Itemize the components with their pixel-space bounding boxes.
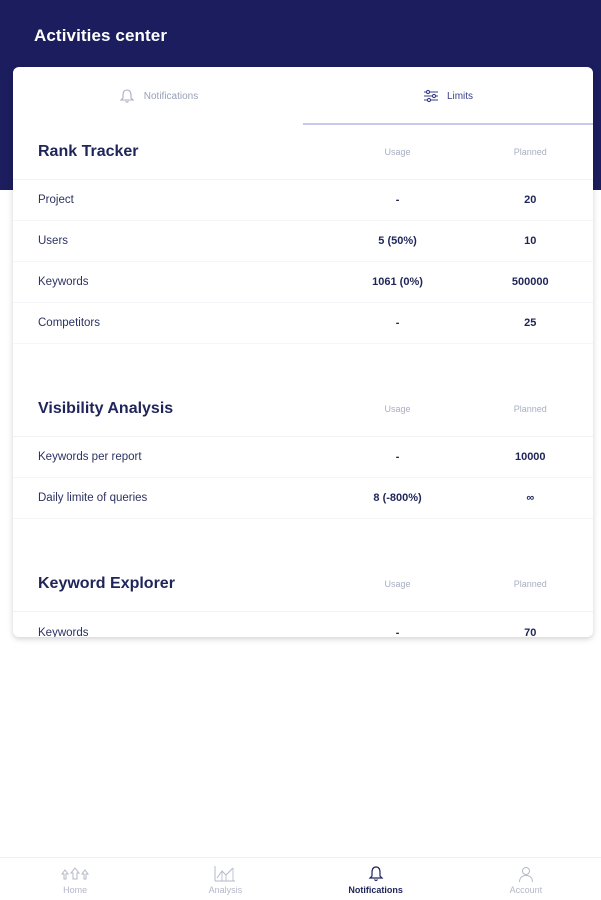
row-planned: 70 [524,626,537,637]
row-label: Project [38,194,74,206]
sliders-icon [423,89,439,103]
page-title: Activities center [34,26,168,45]
table-row [13,303,593,344]
row-usage: 1061 (0%) [372,276,423,288]
tab-notifications[interactable] [13,67,303,125]
row-label: Competitors [38,317,100,329]
user-icon [517,863,535,883]
table-row [13,478,593,519]
planned-column-header: Planned [513,147,547,157]
row-planned: 10 [524,235,537,247]
row-usage: - [395,626,400,637]
nav-item-analysis[interactable] [150,858,300,900]
nav-item-home[interactable] [0,858,150,900]
section-keyword-explorer [13,557,593,637]
section-spacer [13,344,593,382]
nav-item-notifications[interactable] [301,858,451,900]
section-title: Keyword Explorer [38,575,175,592]
row-usage: - [395,451,400,463]
section-header [13,125,593,180]
bottom-nav [0,857,601,900]
section-header [13,557,593,612]
analysis-icon [213,863,237,883]
home-icon [60,863,90,883]
row-label: Users [38,235,69,247]
table-row [13,262,593,303]
nav-notifications-label: Notifications [348,885,403,895]
tab-limits[interactable] [303,67,593,125]
tab-bar [13,67,593,125]
section-rank-tracker [13,125,593,344]
row-planned: 25 [524,317,537,329]
table-row [13,612,593,637]
nav-item-account[interactable] [451,858,601,900]
tab-limits-label: Limits [446,90,474,102]
row-planned: ∞ [526,492,535,504]
tab-notifications-label: Notifications [143,90,199,102]
limits-card [13,67,593,637]
usage-column-header: Usage [384,579,411,589]
section-title: Rank Tracker [38,143,139,160]
planned-column-header: Planned [513,579,547,589]
row-label: Daily limite of queries [38,492,148,504]
row-label: Keywords [38,626,89,637]
row-usage: - [395,194,400,206]
row-usage: 8 (-800%) [373,492,422,504]
bell-icon [118,88,136,104]
section-header [13,382,593,437]
usage-column-header: Usage [384,147,411,157]
usage-column-header: Usage [384,404,411,414]
nav-account-label: Account [509,885,543,895]
section-title: Visibility Analysis [38,400,174,417]
row-planned: 20 [524,194,537,206]
section-visibility-analysis [13,382,593,519]
row-label: Keywords per report [38,451,142,463]
bell-icon [367,863,385,883]
row-usage: 5 (50%) [378,235,417,247]
row-usage: - [395,317,400,329]
nav-analysis-label: Analysis [208,885,243,895]
table-row [13,221,593,262]
row-planned: 10000 [514,451,546,463]
planned-column-header: Planned [513,404,547,414]
row-planned: 500000 [511,276,549,288]
row-label: Keywords [38,276,89,288]
table-row [13,180,593,221]
table-row [13,437,593,478]
nav-home-label: Home [63,885,88,895]
section-spacer [13,519,593,557]
